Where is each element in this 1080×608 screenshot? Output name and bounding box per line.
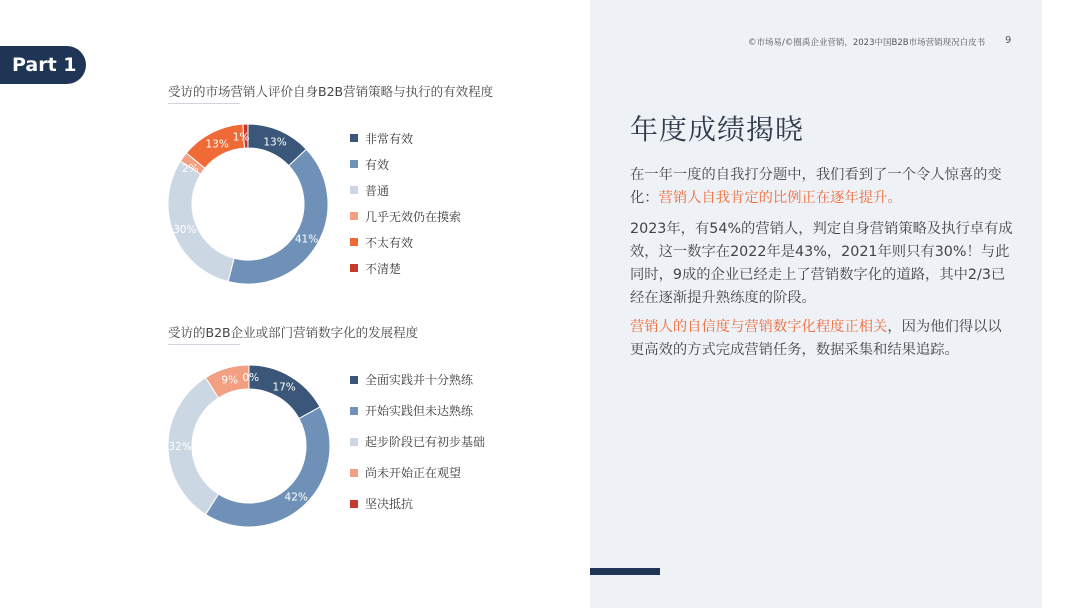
chart1-legend-label-3: 几乎无效仍在摸索 [365,209,462,224]
chart2-legend-item-2 [350,426,485,457]
chart1-data-label-5: 1% [232,131,250,144]
chart2-data-label-2: 32% [168,441,192,453]
chart1-legend-item-3 [350,203,461,229]
bottom-accent-bar [590,568,660,575]
paragraph-3-highlight: 营销人的自信度与营销数字化程度正相关 [630,319,888,335]
chart1-legend-label-2: 普通 [365,183,390,198]
chart1-legend-swatch-4 [350,238,358,246]
article-title: 年度成绩揭晓 [630,113,805,146]
chart2-legend-label-2: 起步阶段已有初步基础 [365,435,486,449]
paragraph-1 [630,164,1015,210]
chart2-title-rule [168,344,240,345]
chart2-legend-label-1: 开始实践但未达熟练 [365,404,474,418]
chart2-legend-swatch-3 [350,469,358,477]
chart1-data-label-3: 2% [181,162,199,175]
chart1-legend-item-2 [350,177,461,203]
chart1-legend-swatch-2 [350,186,358,194]
chart2-slice-1 [206,407,330,527]
chart1-legend [350,125,461,281]
chart2-legend-label-4: 坚决抵抗 [365,497,414,511]
chart2-legend-swatch-0 [350,376,358,384]
chart2-title: 受访的B2B企业或部门营销数字化的发展程度 [168,325,419,340]
chart2-legend-item-0 [350,364,485,395]
chart1-legend-item-0 [350,125,461,151]
chart1-legend-swatch-5 [350,264,358,272]
paragraph-3-text: ，因为他们得以以更高效的方式完成营销任务，数据采集和结果追踪。 [630,319,1002,358]
chart1-title: 受访的市场营销人评价自身B2B营销策略与执行的有效程度 [168,84,494,99]
paragraph-2: 2023年，有54%的营销人，判定自身营销策略及执行卓有成效，这一数字在2022年是43%，2021年则只有30%！与此同时，9成的企业已经走上了营销数字化的道路，其中2/3已经在逐渐提升熟练度的阶段。 [630,221,1013,306]
chart2-legend-swatch-4 [350,500,358,508]
header-note: ©市场易/©圈禹企业营销，2023中国B2B市场营销现况白皮书 [748,38,986,48]
chart1-legend-label-1: 有效 [365,157,390,172]
chart2-legend-item-4 [350,488,485,519]
chart2-legend [350,364,485,519]
paragraph-3 [630,316,1015,362]
chart1-legend-label-0: 非常有效 [365,131,414,146]
chart2-legend-item-3 [350,457,485,488]
chart2-data-label-0: 17% [272,381,296,394]
page-number: 9 [1005,35,1012,46]
chart1-data-label-1: 41% [294,233,319,246]
chart1-data-label-4: 13% [205,138,229,151]
chart1-slice-2 [168,161,234,281]
chart1-slice-1 [228,149,328,284]
chart2-legend-item-1 [350,395,485,426]
chart1-legend-swatch-1 [350,160,358,168]
chart1-legend-swatch-3 [350,212,358,220]
chart1-title-rule [168,103,240,104]
chart1-data-label-0: 13% [263,136,287,149]
chart1-legend-item-5 [350,255,461,281]
paragraph-1-text: 在一年一度的自我打分题中，我们看到了一个令人惊喜的变化： [630,167,1002,206]
chart1-legend-swatch-0 [350,134,358,142]
chart1-data-label-2: 30% [173,224,197,237]
chart2-data-label-4: 0% [242,372,260,385]
chart2-legend-swatch-2 [350,438,358,446]
chart2-legend-label-3: 尚未开始正在观望 [365,466,462,480]
chart1-legend-item-4 [350,229,461,255]
chart1-legend-label-4: 不太有效 [365,235,414,250]
donut-chart-effectiveness [168,124,328,284]
donut-chart-digitalization [168,365,330,527]
chart1-legend-label-5: 不清楚 [365,261,402,276]
chart2-data-label-1: 42% [284,491,308,504]
paragraph-1-highlight: 营销人自我肯定的比例正在逐年提升。 [658,190,902,206]
chart2-legend-swatch-1 [350,407,358,415]
chart2-data-label-3: 9% [221,374,239,387]
chart1-legend-item-1 [350,151,461,177]
part-badge: Part 1 [0,46,86,84]
chart2-legend-label-0: 全面实践并十分熟练 [365,373,474,387]
